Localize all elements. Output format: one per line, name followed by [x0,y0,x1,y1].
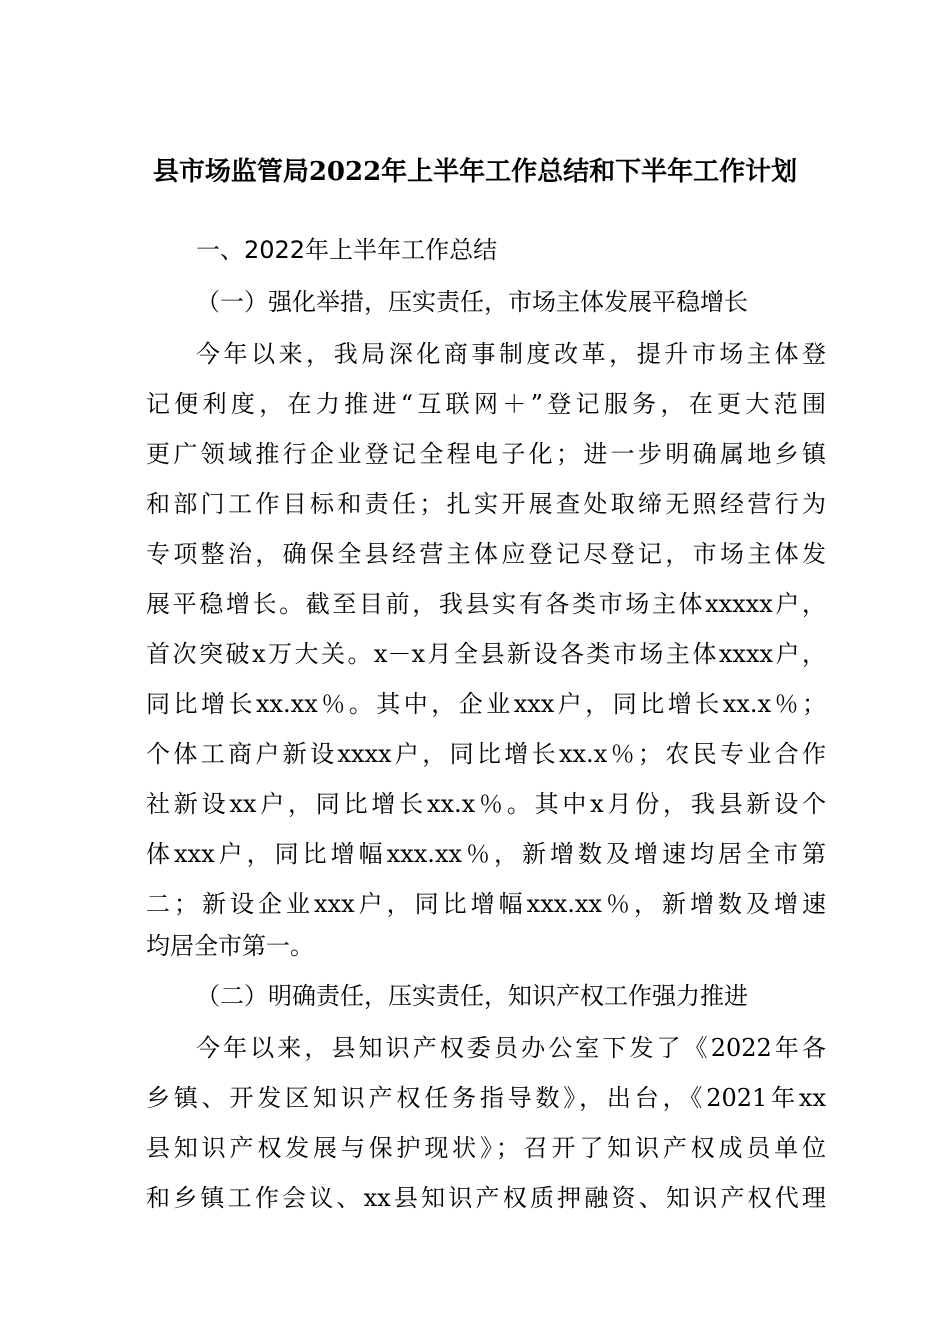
section-heading: 一、2022年上半年工作总结 [196,236,498,264]
paragraph-line: 今年以来，县知识产权委员办公室下发了《2022年各 [196,1034,826,1062]
paragraph-line: 均居全市第一。 [146,932,314,960]
paragraph-line: 首次突破x万大关。x－x月全县新设各类市场主体xxxx户， [146,640,826,668]
paragraph-line: 体xxx户，同比增幅xxx.xx％，新增数及增速均居全市第 [146,840,826,868]
paragraph-line: 二；新设企业xxx户，同比增幅xxx.xx％，新增数及增速 [146,890,826,918]
paragraph-line: 同比增长xx.xx％。其中，企业xxx户，同比增长xx.x％； [146,690,826,718]
paragraph-line: 记便利度，在力推进“互联网＋”登记服务，在更大范围 [146,390,826,418]
paragraph-line: 和部门工作目标和责任；扎实开展查处取缔无照经营行为 [146,490,826,518]
document-title: 县市场监管局2022年上半年工作总结和下半年工作计划 [152,157,798,187]
paragraph-line: 社新设xx户，同比增长xx.x％。其中x月份，我县新设个 [146,790,826,818]
paragraph-line: 今年以来，我局深化商事制度改革，提升市场主体登 [196,340,826,368]
subsection-heading: （二）明确责任，压实责任，知识产权工作强力推进 [196,982,748,1010]
subsection-heading: （一）强化举措，压实责任，市场主体发展平稳增长 [196,288,748,316]
paragraph-line: 乡镇、开发区知识产权任务指导数》，出台，《2021年xx [146,1084,826,1112]
paragraph-line: 个体工商户新设xxxx户，同比增长xx.x％；农民专业合作 [146,740,826,768]
paragraph-line: 专项整治，确保全县经营主体应登记尽登记，市场主体发 [146,540,826,568]
paragraph-line: 县知识产权发展与保护现状》；召开了知识产权成员单位 [146,1134,826,1162]
paragraph-line: 和乡镇工作会议、xx县知识产权质押融资、知识产权代理 [146,1184,826,1212]
paragraph-line: 更广领域推行企业登记全程电子化；进一步明确属地乡镇 [146,440,826,468]
paragraph-line: 展平稳增长。截至目前，我县实有各类市场主体xxxxx户， [146,590,826,618]
